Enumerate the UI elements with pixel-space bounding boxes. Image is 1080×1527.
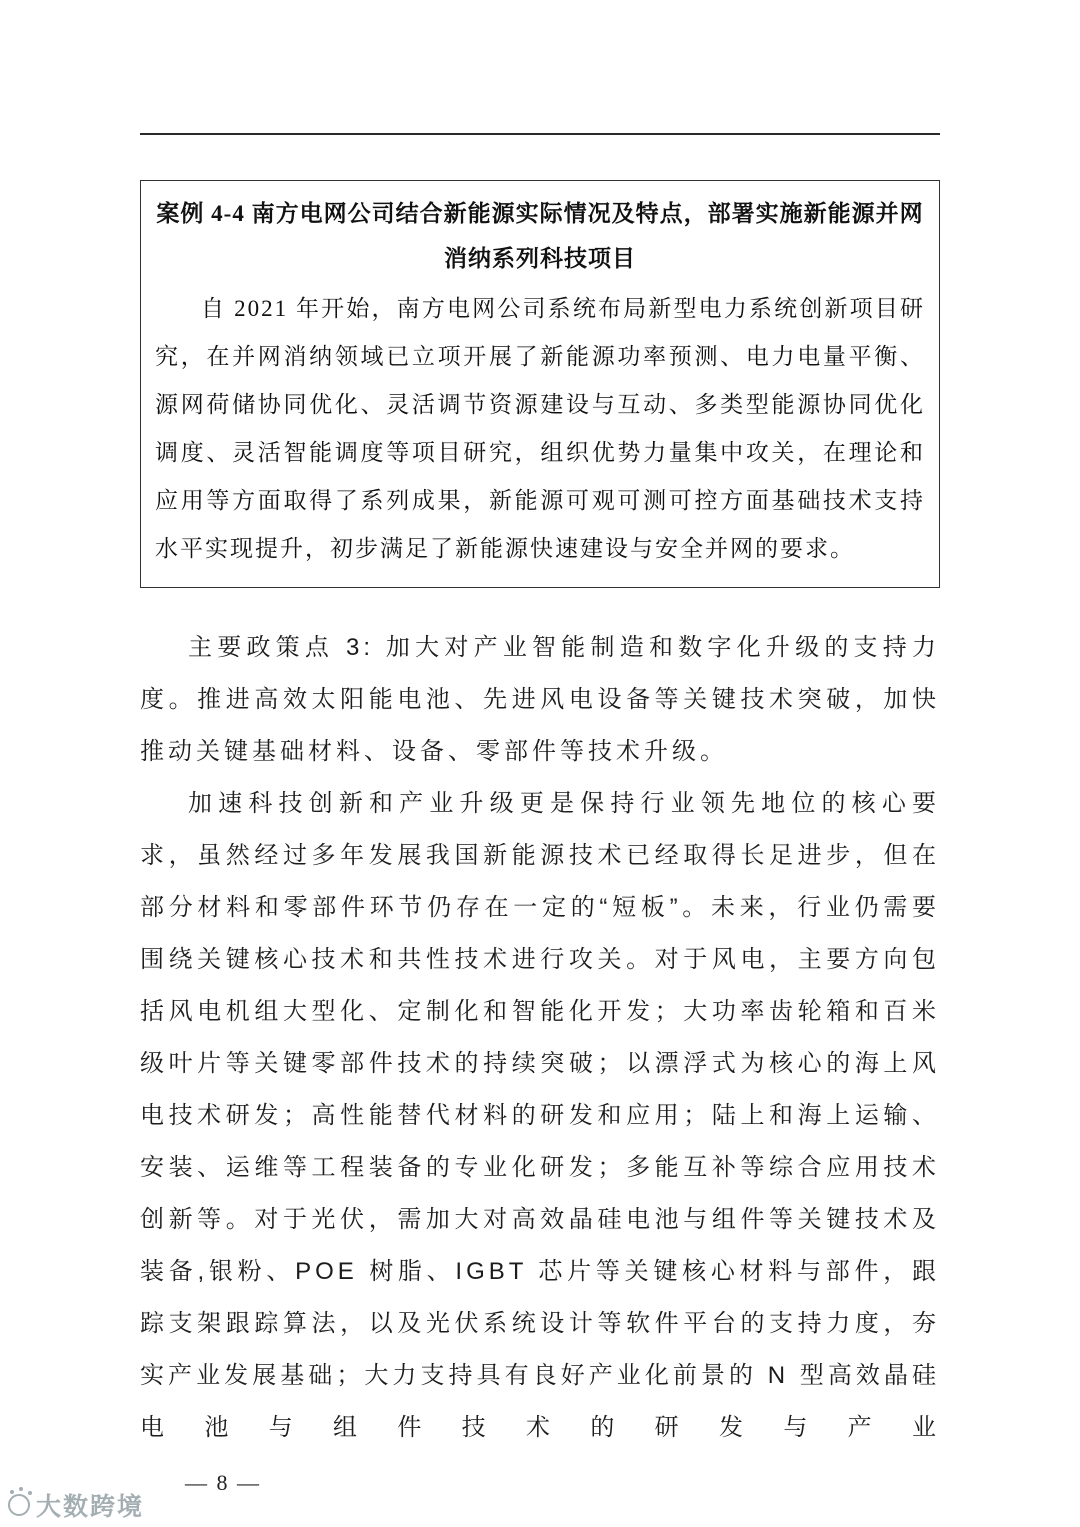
paragraph-industry-detail: 加速科技创新和产业升级更是保持行业领先地位的核心要求，虽然经过多年发展我国新能源技术已经取得长足进步，但在部分材料和零部件环节仍存在一定的“短板”。未来，行业仍需要围绕关键核心技术和共性技术进行攻关。对于风电，主要方向包括风电机组大型化、定制化和智能化开发；大功率齿轮箱和百米级叶片等关键零部件技术的持续突破；以漂浮式为核心的海上风电技术研发；高性能替代材料的研发和应用；陆上和海上运输、安装、运维等工程装备的专业化研发；多能互补等综合应用技术创新等。对于光伏，需加大对高效晶硅电池与组件等关键技术及装备,银粉、POE 树脂、IGBT 芯片等关键核心材料与部件，跟踪支架跟踪算法，以及光伏系统设计等软件平台的支持力度，夯实产业发展基础；大力支持具有良好产业化前景的 N 型高效晶硅电池与组件技术的研发与产业 [140,790,940,1441]
watermark-text: 大数跨境 [36,1493,145,1521]
watermark [8,1487,144,1523]
content-column [0,133,1080,1496]
header-rule [140,133,940,135]
case-study-box [140,180,940,588]
case-box-title: 案例 4-4 南方电网公司结合新能源实际情况及特点，部署实施新能源并网消纳系列科技项目 [156,201,924,271]
watermark-globe-icon [8,1494,30,1516]
paragraph-policy-point: 主要政策点 3: 加大对产业智能制造和数字化升级的支持力度。推进高效太阳能电池、先进风电设备等关键技术突破，加快推动关键基础材料、设备、零部件等技术升级。 [140,634,940,765]
page-number: — 8 — [185,1470,261,1495]
case-box-body: 自 2021 年开始，南方电网公司系统布局新型电力系统创新项目研究，在并网消纳领域已立项开展了新能源功率预测、电力电量平衡、源网荷储协同优化、灵活调节资源建设与互动、多类型能源协同优化调度、灵活智能调度等项目研究，组织优势力量集中攻关，在理论和应用等方面取得了系列成果，新能源可观可测可控方面基础技术支持水平实现提升，初步满足了新能源快速建设与安全并网的要求。 [155,296,925,561]
